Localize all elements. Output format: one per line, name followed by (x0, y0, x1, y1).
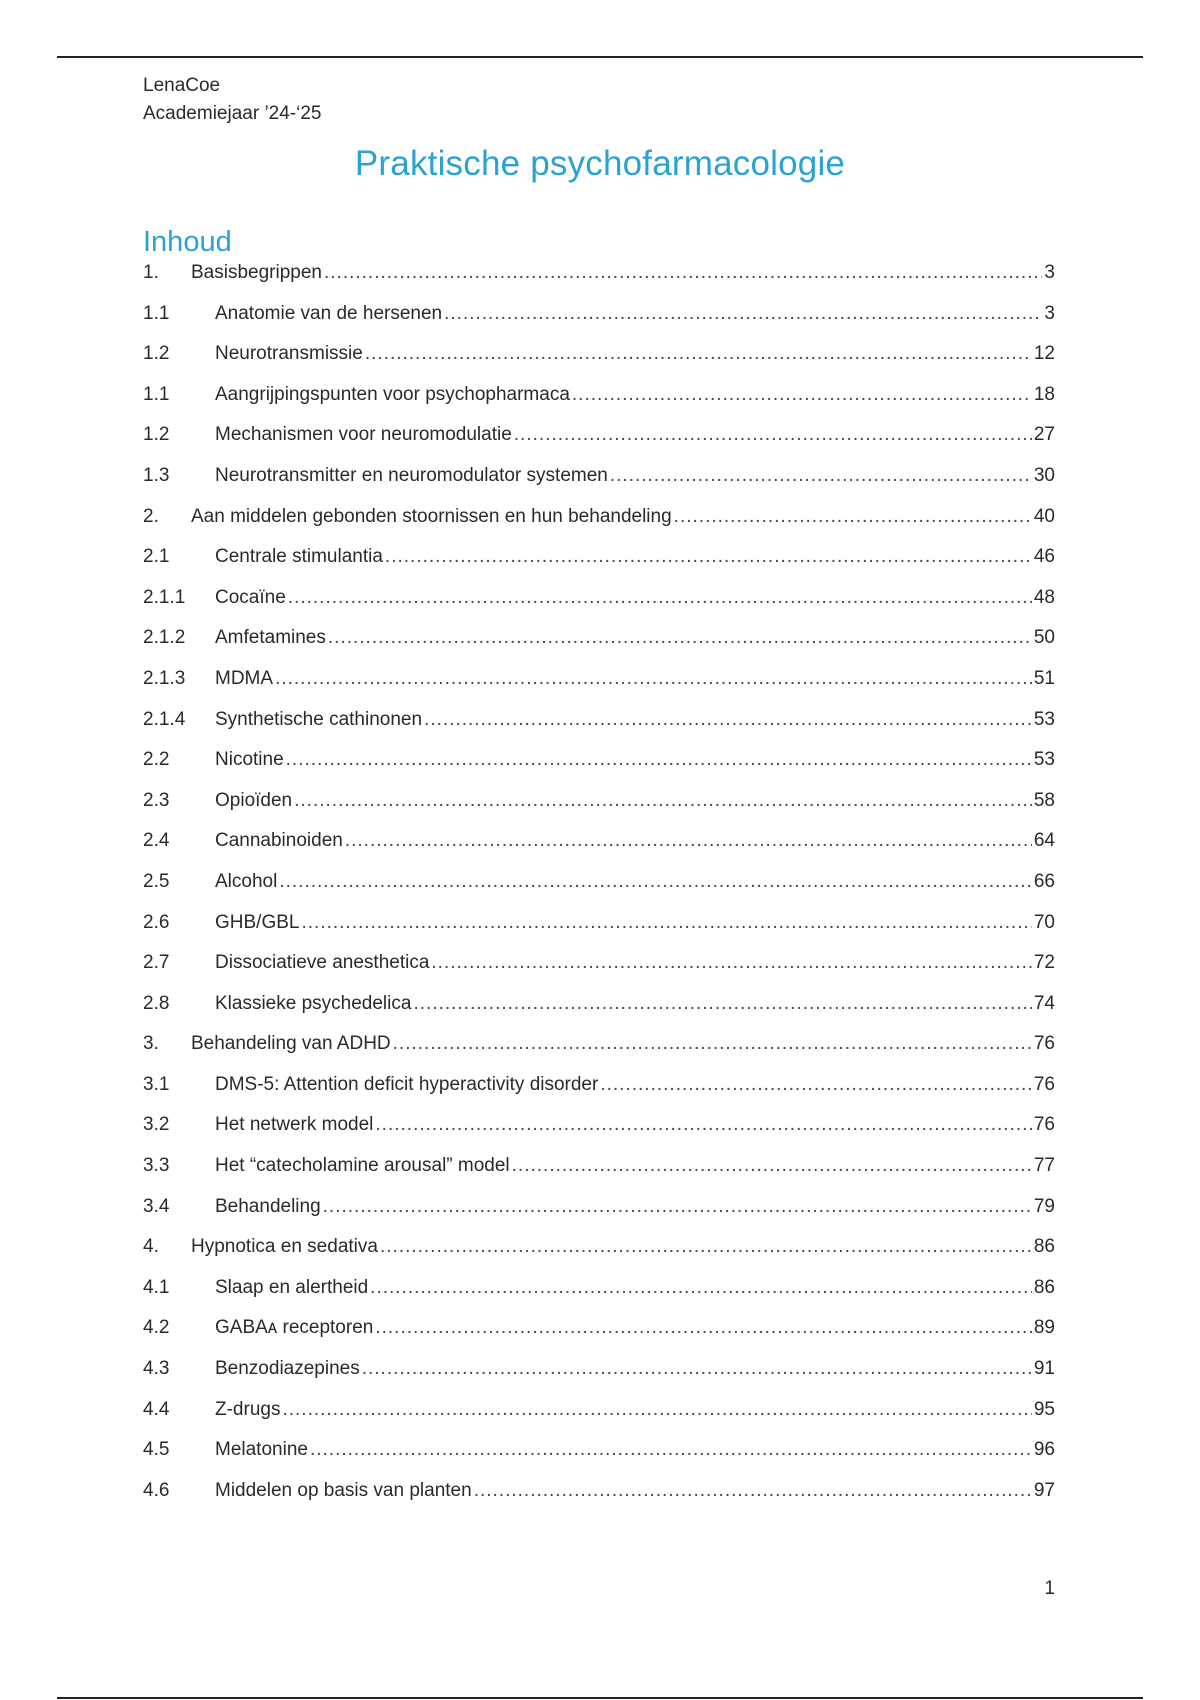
toc-entry[interactable] (143, 749, 1055, 790)
toc-entry-number: 2.1 (143, 546, 170, 568)
toc-entry[interactable] (143, 1399, 1055, 1440)
toc-entry[interactable] (143, 830, 1055, 871)
toc-entry-title: Het “catecholamine arousal” model (215, 1155, 510, 1177)
toc-entry[interactable] (143, 384, 1055, 425)
toc-entry-page: 96 (1033, 1439, 1055, 1461)
toc-dot-leader (288, 587, 1032, 609)
toc-entry-number: 3.1 (143, 1073, 170, 1095)
toc-entry[interactable] (143, 465, 1055, 506)
toc-entry-page: 86 (1033, 1236, 1055, 1258)
toc-entry-title: Opioïden (215, 789, 293, 811)
toc-entry-title: Middelen op basis van planten (215, 1479, 472, 1501)
toc-entry-page: 46 (1033, 546, 1055, 568)
toc-entry-number: 2.1.2 (143, 627, 186, 649)
academic-year: Academiejaar ’24-‘25 (143, 103, 322, 124)
toc-entry-title: Het netwerk model (215, 1114, 374, 1136)
toc-entry[interactable] (143, 587, 1055, 628)
toc-entry-title: Mechanismen voor neuromodulatie (215, 424, 512, 446)
toc-dot-leader (323, 1196, 1032, 1218)
toc-entry-page: 27 (1033, 424, 1055, 446)
toc-entry-number: 4.1 (143, 1276, 170, 1298)
author-name: LenaCoe (143, 75, 221, 96)
toc-entry-number: 2.2 (143, 749, 170, 771)
toc-entry-number: 3.2 (143, 1114, 170, 1136)
toc-entry[interactable] (143, 1114, 1055, 1155)
toc-heading: Inhoud (143, 226, 232, 258)
toc-entry[interactable] (143, 262, 1055, 303)
toc-dot-leader (294, 790, 1032, 812)
toc-entry-page: 64 (1033, 830, 1055, 852)
toc-dot-leader (474, 1480, 1032, 1502)
toc-entry-page: 79 (1033, 1195, 1055, 1217)
toc-entry[interactable] (143, 912, 1055, 953)
toc-entry-page: 12 (1033, 343, 1055, 365)
toc-entry-number: 2.7 (143, 952, 170, 974)
toc-dot-leader (514, 424, 1032, 446)
toc-dot-leader (286, 749, 1032, 771)
toc-entry[interactable] (143, 1033, 1055, 1074)
toc-entry-number: 2.1.3 (143, 667, 186, 689)
toc-entry-number: 2. (143, 505, 159, 527)
toc-entry-title: Behandeling (215, 1195, 321, 1217)
toc-dot-leader (279, 871, 1032, 893)
toc-dot-leader (431, 952, 1031, 974)
page-number: 1 (1044, 1578, 1055, 1599)
toc-entry-page: 3 (1044, 302, 1055, 324)
document-header (143, 72, 322, 128)
toc-entry-title: Dissociatieve anesthetica (215, 952, 430, 974)
toc-entry-number: 4.5 (143, 1439, 170, 1461)
toc-entry-number: 2.6 (143, 911, 170, 933)
toc-entry-title: Behandeling van ADHD (191, 1033, 391, 1055)
toc-entry-page: 76 (1033, 1033, 1055, 1055)
toc-entry-title: Cannabinoiden (215, 830, 343, 852)
toc-entry-number: 1.2 (143, 424, 170, 446)
toc-entry-number: 4.2 (143, 1317, 170, 1339)
toc-entry[interactable] (143, 424, 1055, 465)
toc-entry-page: 3 (1044, 262, 1055, 283)
toc-entry-number: 1.3 (143, 464, 170, 486)
toc-dot-leader (275, 668, 1032, 690)
toc-entry-title: Neurotransmissie (215, 343, 363, 365)
toc-dot-leader (301, 912, 1031, 934)
document-title: Praktische psychofarmacologie (354, 144, 846, 183)
toc-dot-leader (310, 1439, 1032, 1461)
toc-entry-number: 2.5 (143, 870, 170, 892)
toc-entry-page: 30 (1033, 464, 1055, 486)
toc-entry[interactable] (143, 1196, 1055, 1237)
toc-entry-page: 53 (1033, 749, 1055, 771)
toc-entry-page: 70 (1033, 911, 1055, 933)
toc-entry-number: 2.8 (143, 992, 170, 1014)
toc-entry-title: DMS-5: Attention deficit hyperactivity disorder (215, 1073, 599, 1095)
toc-entry-title: Nicotine (215, 749, 284, 771)
toc-entry-page: 51 (1033, 667, 1055, 689)
toc-dot-leader (370, 1277, 1032, 1299)
toc-dot-leader (380, 1236, 1032, 1258)
toc-entry-number: 3.3 (143, 1155, 170, 1177)
toc-entry-page: 77 (1033, 1155, 1055, 1177)
toc-entry[interactable] (143, 952, 1055, 993)
toc-entry-page: 95 (1033, 1398, 1055, 1420)
toc-entry-page: 50 (1033, 627, 1055, 649)
toc-entry-number: 2.1.4 (143, 708, 186, 730)
toc-dot-leader (324, 262, 1042, 284)
toc-dot-leader (512, 1155, 1032, 1177)
toc-entry-title: Cocaïne (215, 586, 286, 608)
toc-dot-leader (328, 627, 1032, 649)
toc-entry-title: Slaap en alertheid (215, 1276, 369, 1298)
toc-entry-page: 89 (1033, 1317, 1055, 1339)
toc-dot-leader (385, 546, 1032, 568)
toc-dot-leader (345, 830, 1032, 852)
toc-entry[interactable] (143, 709, 1055, 750)
toc-entry-number: 2.1.1 (143, 586, 186, 608)
toc-entry-title: MDMA (215, 667, 274, 689)
top-rule (57, 56, 1143, 58)
toc-dot-leader (362, 1358, 1032, 1380)
toc-entry-number: 2.4 (143, 830, 170, 852)
table-of-contents (143, 262, 1055, 1520)
toc-entry-title: Synthetische cathinonen (215, 708, 423, 730)
toc-entry-title: GHB/GBL (215, 911, 300, 933)
toc-entry-number: 2.3 (143, 789, 170, 811)
toc-entry-number: 4.3 (143, 1358, 170, 1380)
toc-entry-page: 86 (1033, 1276, 1055, 1298)
toc-entry-number: 1.2 (143, 343, 170, 365)
toc-entry-title: Melatonine (215, 1439, 308, 1461)
toc-entry-number: 1. (143, 262, 159, 283)
toc-entry-title: Aan middelen gebonden stoornissen en hun behandeling (191, 505, 672, 527)
toc-entry-title: Anatomie van de hersenen (215, 302, 443, 324)
toc-entry-number: 3. (143, 1033, 159, 1055)
toc-entry[interactable] (143, 1439, 1055, 1480)
toc-entry[interactable] (143, 1358, 1055, 1399)
toc-entry-page: 97 (1033, 1479, 1055, 1501)
toc-entry[interactable] (143, 506, 1055, 547)
toc-entry[interactable] (143, 993, 1055, 1034)
toc-entry[interactable] (143, 790, 1055, 831)
toc-entry[interactable] (143, 546, 1055, 587)
toc-entry-title: Neurotransmitter en neuromodulator systemen (215, 464, 608, 486)
toc-entry-number: 3.4 (143, 1195, 170, 1217)
toc-entry[interactable] (143, 1277, 1055, 1318)
toc-entry-title: Alcohol (215, 870, 278, 892)
toc-dot-leader (424, 709, 1032, 731)
toc-entry-title: Amfetamines (215, 627, 326, 649)
toc-entry-page: 53 (1033, 708, 1055, 730)
toc-entry-page: 48 (1033, 586, 1055, 608)
toc-entry-page: 76 (1033, 1114, 1055, 1136)
toc-dot-leader (393, 1033, 1032, 1055)
toc-entry[interactable] (143, 627, 1055, 668)
toc-entry-page: 40 (1033, 505, 1055, 527)
toc-entry[interactable] (143, 1317, 1055, 1358)
toc-entry-title: Basisbegrippen (191, 262, 322, 283)
toc-entry-page: 66 (1033, 870, 1055, 892)
toc-entry-page: 72 (1033, 952, 1055, 974)
toc-entry-number: 1.1 (143, 383, 170, 405)
toc-entry-number: 4.6 (143, 1479, 170, 1501)
toc-entry-page: 74 (1033, 992, 1055, 1014)
toc-entry[interactable] (143, 668, 1055, 709)
toc-entry-title: GABAᴀ receptoren (215, 1317, 374, 1339)
toc-entry-title: Centrale stimulantia (215, 546, 383, 568)
toc-dot-leader (282, 1399, 1031, 1421)
toc-entry[interactable] (143, 1480, 1055, 1521)
toc-entry-page: 18 (1033, 383, 1055, 405)
toc-dot-leader (365, 343, 1032, 365)
toc-entry-title: Benzodiazepines (215, 1358, 360, 1380)
toc-entry-title: Klassieke psychedelica (215, 992, 412, 1014)
toc-dot-leader (444, 303, 1042, 325)
toc-entry[interactable] (143, 871, 1055, 912)
toc-entry[interactable] (143, 1074, 1055, 1115)
toc-dot-leader (413, 993, 1031, 1015)
toc-entry-page: 76 (1033, 1073, 1055, 1095)
toc-entry-page: 91 (1033, 1358, 1055, 1380)
toc-entry[interactable] (143, 343, 1055, 384)
toc-dot-leader (674, 506, 1032, 528)
toc-entry-title: Z-drugs (215, 1398, 281, 1420)
bottom-rule (57, 1697, 1143, 1699)
toc-entry[interactable] (143, 303, 1055, 344)
toc-dot-leader (375, 1317, 1032, 1339)
toc-entry-number: 4.4 (143, 1398, 170, 1420)
toc-entry-title: Aangrijpingspunten voor psychopharmaca (215, 383, 570, 405)
toc-dot-leader (610, 465, 1032, 487)
toc-entry-page: 58 (1033, 789, 1055, 811)
toc-entry-number: 1.1 (143, 302, 170, 324)
toc-entry-number: 4. (143, 1236, 159, 1258)
toc-dot-leader (375, 1114, 1031, 1136)
toc-entry-title: Hypnotica en sedativa (191, 1236, 378, 1258)
toc-dot-leader (572, 384, 1032, 406)
toc-entry[interactable] (143, 1155, 1055, 1196)
toc-dot-leader (600, 1074, 1032, 1096)
toc-entry[interactable] (143, 1236, 1055, 1277)
